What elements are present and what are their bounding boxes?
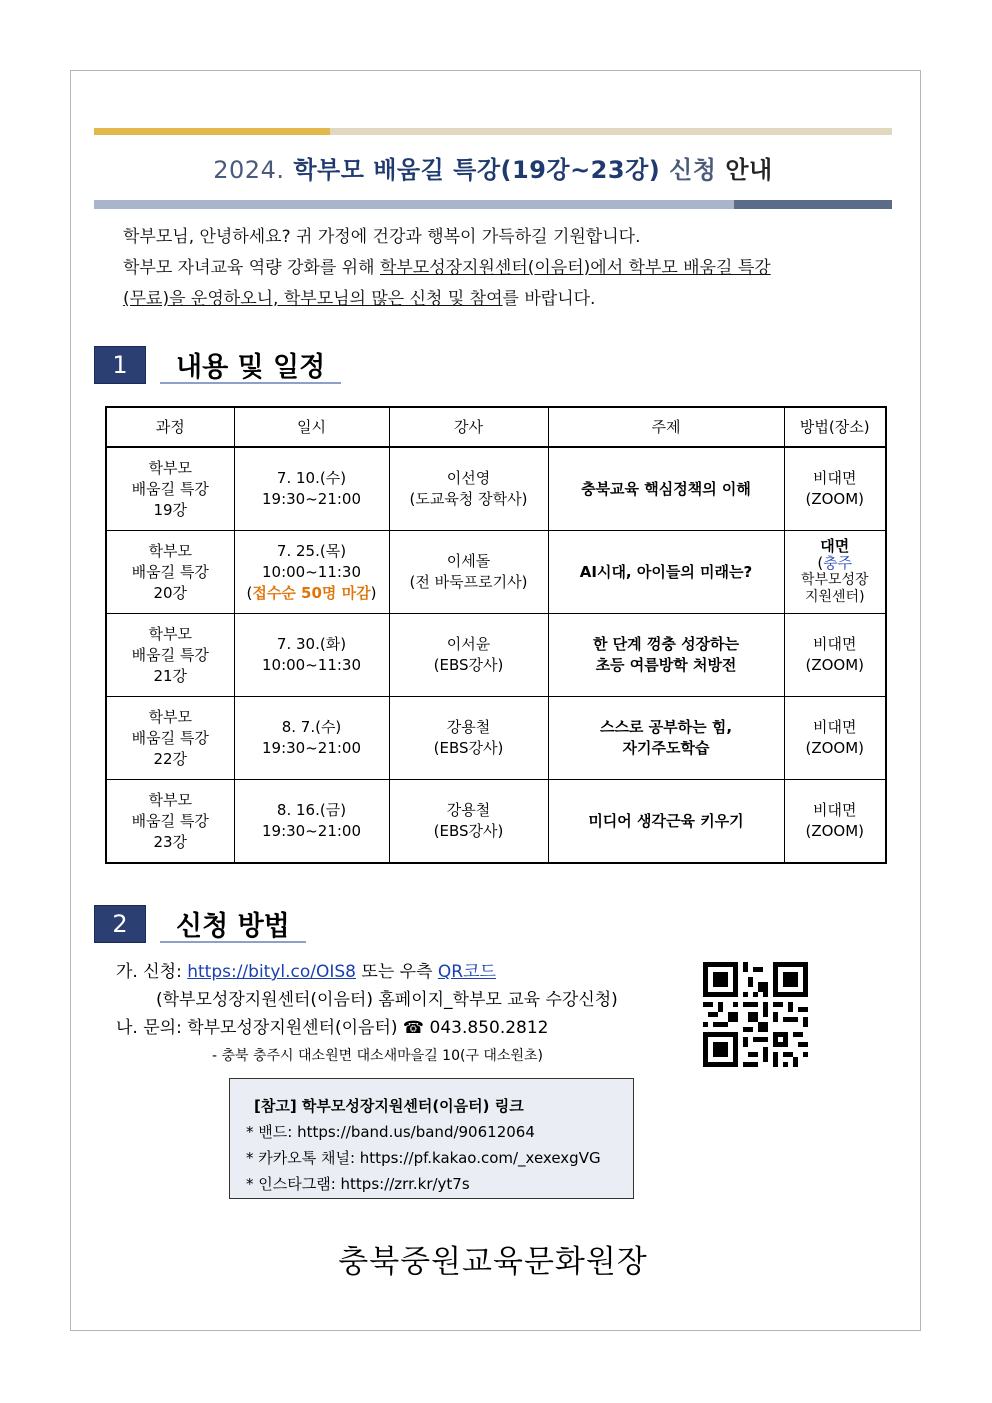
lecturer-cell: 이선영 (도교육청 장학사)	[389, 447, 548, 531]
header-lecturer: 강사	[389, 407, 548, 447]
datetime-cell: 7. 10.(수) 19:30~21:00	[234, 447, 389, 531]
lecturer-cell: 이세돌 (전 바둑프로기사)	[389, 531, 548, 614]
contact-line: 나. 문의: 학부모성장지원센터(이음터) ☎ 043.850.2812	[116, 1018, 549, 1038]
section-number: 2	[94, 905, 146, 943]
method-cell: 비대면 (ZOOM)	[784, 697, 886, 780]
header-method: 방법(장소)	[784, 407, 886, 447]
method-cell: 비대면 (ZOOM)	[784, 447, 886, 531]
topic-cell: 충북교육 핵심정책의 이해	[548, 447, 784, 531]
header-topic: 주제	[548, 407, 784, 447]
table-row	[106, 697, 886, 780]
course-cell: 학부모 배움길 특강 22강	[106, 697, 234, 780]
method-cell: 비대면 (ZOOM)	[784, 614, 886, 697]
table-row	[106, 447, 886, 531]
table-row	[106, 780, 886, 864]
topic-cell: 한 단계 껑충 성장하는 초등 여름방학 처방전	[548, 614, 784, 697]
table-header-row	[106, 407, 886, 447]
topic-cell: 스스로 공부하는 힘, 자기주도학습	[548, 697, 784, 780]
lecturer-cell: 강용철 (EBS강사)	[389, 697, 548, 780]
capacity-note: 접수순 50명 마감	[252, 583, 371, 602]
header-datetime: 일시	[234, 407, 389, 447]
topic-cell: AI시대, 아이들의 미래는?	[548, 531, 784, 614]
qr-code-image[interactable]	[703, 962, 808, 1067]
section-2-header	[94, 905, 306, 943]
section-1-header	[94, 346, 341, 384]
datetime-cell: 8. 7.(수) 19:30~21:00	[234, 697, 389, 780]
table-row	[106, 531, 886, 614]
course-cell: 학부모 배움길 특강 23강	[106, 780, 234, 864]
method-cell: 비대면 (ZOOM)	[784, 780, 886, 864]
apply-method: 가. 신청: https://bityl.co/OIS8 또는 우측 QR코드 (학부모성장지원센터(이음터) 홈페이지_학부모 교육 수강신청) 나. 문의: 학부모성장지원센터(이음터) ☎ 043.850.2812 - 충북 충주시 대소원면 대소새마을길 10(구 대소원초)	[116, 958, 618, 1070]
datetime-cell: 7. 25.(목) 10:00~11:30 (접수순 50명 마감)	[234, 531, 389, 614]
section-number: 1	[94, 346, 146, 384]
qr-code-link[interactable]: QR코드	[437, 962, 496, 982]
instagram-link[interactable]: * 인스타그램: https://zrr.kr/yt7s	[246, 1175, 470, 1193]
header-course: 과정	[106, 407, 234, 447]
lecturer-cell: 이서윤 (EBS강사)	[389, 614, 548, 697]
datetime-cell: 8. 16.(금) 19:30~21:00	[234, 780, 389, 864]
topic-cell: 미디어 생각근육 키우기	[548, 780, 784, 864]
course-cell: 학부모 배움길 특강 20강	[106, 531, 234, 614]
intro-paragraph: 학부모님, 안녕하세요? 귀 가정에 건강과 행복이 가득하길 기원합니다. 학부모 자녀교육 역량 강화를 위해 학부모성장지원센터(이음터)에서 학부모 배움길 특강 (무료)을 운영하오니, 학부모님의 많은 신청 및 참여를 바랍니다.	[123, 227, 771, 309]
reference-title: [참고] 학부모성장지원센터(이음터) 링크	[254, 1097, 524, 1115]
issuer-name: 충북중원교육문화원장	[338, 1244, 648, 1280]
course-cell: 학부모 배움길 특강 19강	[106, 447, 234, 531]
section-label: 내용 및 일정	[160, 346, 341, 384]
reference-links-box	[229, 1078, 634, 1199]
title-top-bar	[94, 128, 892, 135]
datetime-cell: 7. 30.(화) 10:00~11:30	[234, 614, 389, 697]
kakao-link[interactable]: * 카카오톡 채널: https://pf.kakao.com/_xexexgVG	[246, 1149, 601, 1167]
title-bottom-bar	[94, 200, 892, 209]
band-link[interactable]: * 밴드: https://band.us/band/90612064	[246, 1123, 535, 1141]
apply-link[interactable]: https://bityl.co/OIS8	[187, 962, 356, 982]
schedule-table	[105, 406, 887, 864]
course-cell: 학부모 배움길 특강 21강	[106, 614, 234, 697]
lecturer-cell: 강용철 (EBS강사)	[389, 780, 548, 864]
method-cell: 대면 (충주 학부모성장 지원센터)	[784, 531, 886, 614]
section-label: 신청 방법	[160, 905, 306, 943]
page-title: 2024. 학부모 배움길 특강(19강~23강) 신청 안내	[213, 156, 773, 184]
table-row	[106, 614, 886, 697]
address-line: - 충북 충주시 대소원면 대소새마을길 10(구 대소원초)	[212, 1048, 543, 1064]
